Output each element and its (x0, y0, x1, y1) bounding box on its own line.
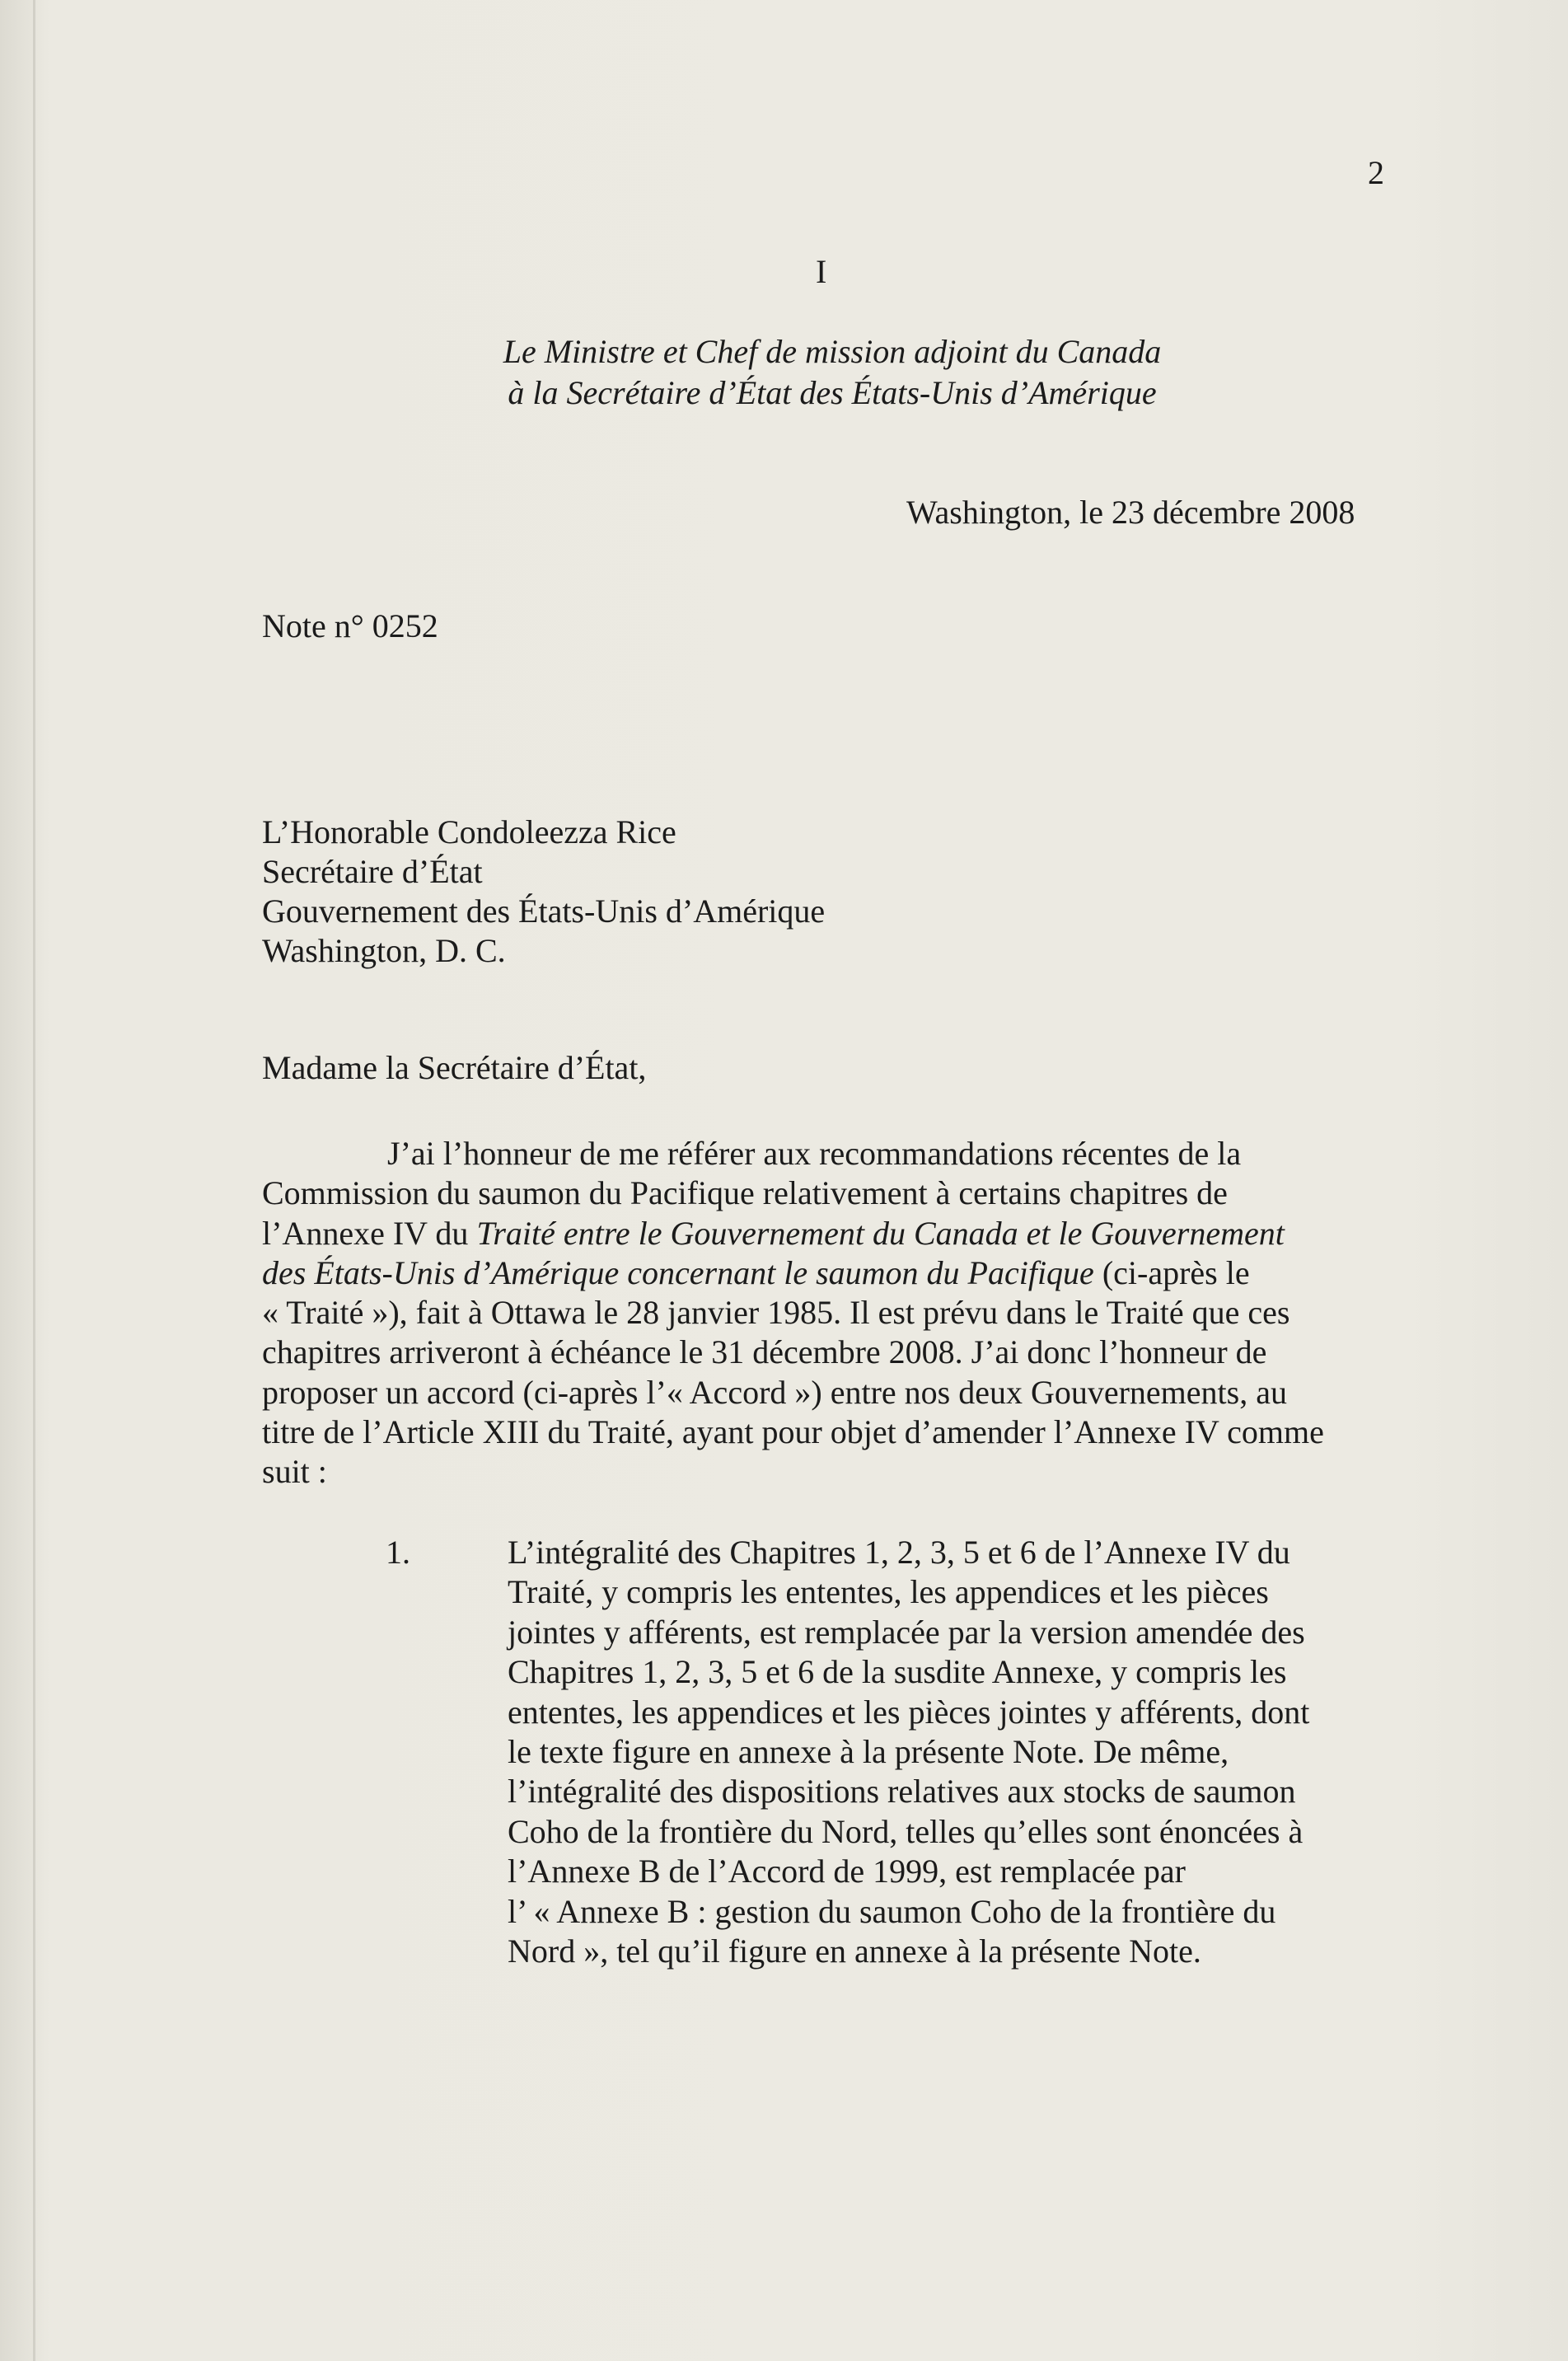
salutation: Madame la Secrétaire d’État, (262, 1049, 647, 1086)
body-line: titre de l’Article XIII du Traité, ayant pour objet d’amender l’Annexe IV comme (262, 1413, 1324, 1451)
body-line: Commission du saumon du Pacifique relativement à certains chapitres de (262, 1174, 1228, 1212)
recipient-title: Secrétaire d’État (262, 853, 483, 890)
date-line: Washington, le 23 décembre 2008 (906, 494, 1355, 531)
item-line: l’Annexe B de l’Accord de 1999, est remplacée par (508, 1853, 1186, 1890)
letter-heading (247, 331, 1417, 414)
recipient-name: L’Honorable Condoleezza Rice (262, 813, 676, 850)
item-line: le texte figure en annexe à la présente Note. De même, (508, 1733, 1229, 1771)
treaty-title: Traité entre le Gouvernement du Canada et le Gouvernement (476, 1214, 1285, 1252)
body-text: l’Annexe IV du (262, 1214, 477, 1252)
treaty-title-continued: des États-Unis d’Amérique concernant le saumon du Pacifique (262, 1253, 1094, 1291)
item-line: l’intégralité des dispositions relatives aux stocks de saumon (508, 1773, 1296, 1811)
body-line: proposer un accord (ci-après l’« Accord ») entre nos deux Gouvernements, au (262, 1373, 1287, 1411)
body-text: (ci-après le (1093, 1253, 1250, 1291)
section-numeral: I (816, 253, 827, 290)
item-line: Nord », tel qu’il figure en annexe à la présente Note. (508, 1932, 1201, 1970)
body-line: J’ai l’honneur de me référer aux recommandations récentes de la (387, 1135, 1242, 1172)
item-line: L’intégralité des Chapitres 1, 2, 3, 5 et 6 de l’Annexe IV du (508, 1534, 1290, 1571)
item-line: ententes, les appendices et les pièces jointes y afférents, dont (508, 1693, 1310, 1731)
item-line: Traité, y compris les ententes, les appendices et les pièces (508, 1573, 1269, 1611)
item-line: Coho de la frontière du Nord, telles qu’elles sont énoncées à (508, 1812, 1304, 1850)
body-line: « Traité »), fait à Ottawa le 28 janvier 1985. Il est prévu dans le Traité que ces (262, 1294, 1290, 1332)
item-line: l’ « Annexe B : gestion du saumon Coho de la frontière du (508, 1892, 1276, 1930)
recipient-city: Washington, D. C. (262, 932, 506, 969)
page-number: 2 (1368, 154, 1384, 191)
body-line: chapitres arriveront à échéance le 31 décembre 2008. J’ai donc l’honneur de (262, 1333, 1267, 1371)
item-line: jointes y afférents, est remplacée par la version amendée des (508, 1613, 1305, 1651)
recipient-address (262, 813, 825, 971)
body-paragraph (262, 1134, 1383, 1492)
body-line: suit : (262, 1453, 327, 1491)
note-reference: Note n° 0252 (262, 607, 438, 644)
item-line: Chapitres 1, 2, 3, 5 et 6 de la susdite Annexe, y compris les (508, 1653, 1287, 1691)
list-item-text (508, 1533, 1381, 1971)
heading-line-2: à la Secrétaire d’État des États-Unis d’Amérique (508, 374, 1157, 411)
recipient-government: Gouvernement des États-Unis d’Amérique (262, 892, 826, 930)
page-edge-shadow (33, 0, 35, 2361)
list-item-number: 1. (386, 1534, 410, 1571)
body-line (262, 1214, 1383, 1253)
heading-line-1: Le Ministre et Chef de mission adjoint du Canada (503, 333, 1162, 370)
body-line (262, 1253, 1383, 1293)
